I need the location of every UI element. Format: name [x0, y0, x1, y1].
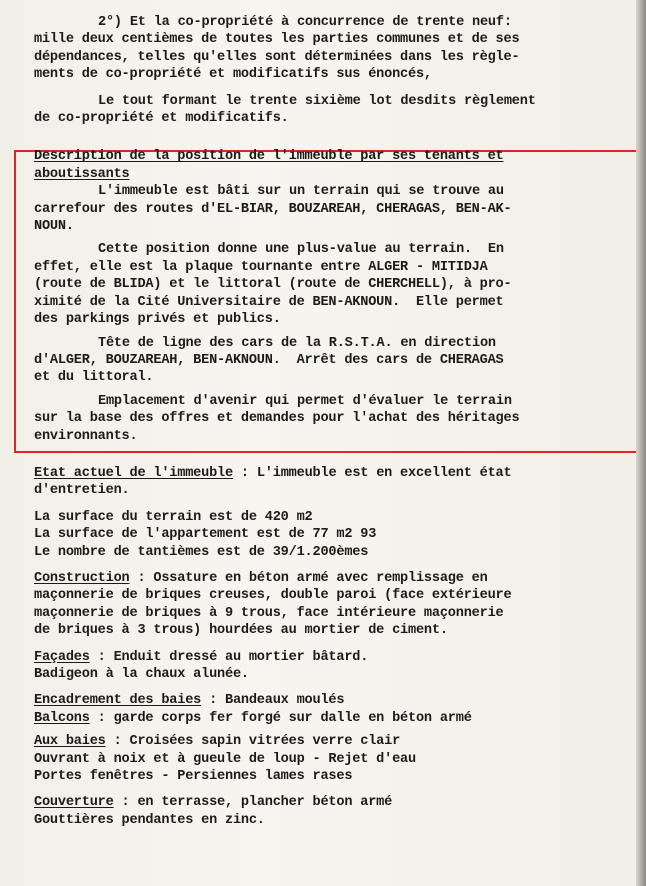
- text-line: maçonnerie de briques à 9 trous, face intérieure maçonnerie: [34, 605, 504, 621]
- text-line: et du littoral.: [34, 370, 154, 386]
- text-line: Le tout formant le trente sixième lot desdits règlement: [98, 93, 536, 109]
- construction-label: Construction: [34, 570, 130, 586]
- text-line: mille deux centièmes de toutes les parties communes et de ses: [34, 32, 520, 48]
- etat-text: : L'immeuble est en excellent état: [232, 465, 512, 481]
- text-line: ximité de la Cité Universitaire de BEN-AKNOUN. Elle permet: [34, 294, 504, 310]
- text-line: ments de co-propriété et modificatifs sus énoncés,: [34, 67, 432, 83]
- etat-line: [34, 465, 638, 482]
- text-line: (route de BLIDA) et le littoral (route de CHERCHELL), à pro-: [34, 277, 512, 293]
- text-line: d'entretien.: [34, 483, 130, 499]
- surface-line: La surface de l'appartement est de 77 m2 93: [34, 527, 377, 543]
- section-heading: Description de la position de l'immeuble par ses tenants et: [34, 149, 504, 165]
- text-line: L'immeuble est bâti sur un terrain qui se trouve au: [98, 184, 504, 200]
- aux-baies-line: [34, 733, 638, 750]
- balcons-label: Balcons: [34, 710, 90, 726]
- aux-baies-text: : Croisées sapin vitrées verre clair: [105, 734, 401, 750]
- construction-text: : Ossature en béton armé avec remplissage en: [129, 570, 488, 586]
- text-line: Ouvrant à noix et à gueule de loup - Rejet d'eau: [34, 751, 416, 767]
- document-text: [34, 14, 638, 829]
- couverture-line: [34, 794, 638, 811]
- text-line: des parkings privés et publics.: [34, 312, 281, 328]
- text-line: sur la base des offres et demandes pour l'achat des héritages: [34, 411, 520, 427]
- text-line: effet, elle est la plaque tournante entre ALGER - MITIDJA: [34, 259, 488, 275]
- couverture-text: : en terrasse, plancher béton armé: [113, 795, 393, 811]
- text-line: environnants.: [34, 428, 138, 444]
- text-line: Tête de ligne des cars de la R.S.T.A. en direction: [98, 335, 496, 351]
- text-line: Emplacement d'avenir qui permet d'évaluer le terrain: [98, 393, 512, 409]
- text-line: de co-propriété et modificatifs.: [34, 111, 289, 127]
- encadrement-label: Encadrement des baies: [34, 693, 202, 709]
- text-line: dépendances, telles qu'elles sont déterminées dans les règle-: [34, 49, 520, 65]
- section-heading: aboutissants: [34, 166, 130, 182]
- encadrement-line: [34, 692, 638, 709]
- text-line: NOUN.: [34, 219, 74, 235]
- text-line: de briques à 3 trous) hourdées au mortier de ciment.: [34, 623, 448, 639]
- facades-label: Façades: [34, 649, 90, 665]
- text-line: Cette position donne une plus-value au terrain. En: [98, 242, 504, 258]
- etat-label: Etat actuel de l'immeuble: [34, 465, 233, 481]
- encadrement-text: : Bandeaux moulés: [201, 693, 345, 709]
- text-line: 2°) Et la co-propriété à concurrence de trente neuf:: [98, 15, 512, 30]
- text-line: d'ALGER, BOUZAREAH, BEN-AKNOUN. Arrêt des cars de CHERAGAS: [34, 352, 504, 368]
- page-edge-shadow: [636, 0, 646, 886]
- aux-baies-label: Aux baies: [34, 734, 106, 750]
- surface-line: La surface du terrain est de 420 m2: [34, 509, 313, 525]
- text-line: Badigeon à la chaux alunée.: [34, 667, 249, 682]
- balcons-text: : garde corps fer forgé sur dalle en béton armé: [89, 710, 472, 726]
- couverture-label: Couverture: [34, 795, 114, 811]
- balcons-line: [34, 710, 638, 727]
- facades-line: [34, 649, 638, 666]
- facades-text: : Enduit dressé au mortier bâtard.: [89, 649, 369, 665]
- construction-line: [34, 570, 638, 587]
- text-line: Gouttières pendantes en zinc.: [34, 812, 265, 828]
- text-line: Portes fenêtres - Persiennes lames rases: [34, 769, 353, 785]
- text-line: carrefour des routes d'EL-BIAR, BOUZAREAH, CHERAGAS, BEN-AK-: [34, 201, 512, 217]
- text-line: maçonnerie de briques creuses, double paroi (face extérieure: [34, 588, 512, 604]
- surface-line: Le nombre de tantièmes est de 39/1.200èmes: [34, 544, 369, 560]
